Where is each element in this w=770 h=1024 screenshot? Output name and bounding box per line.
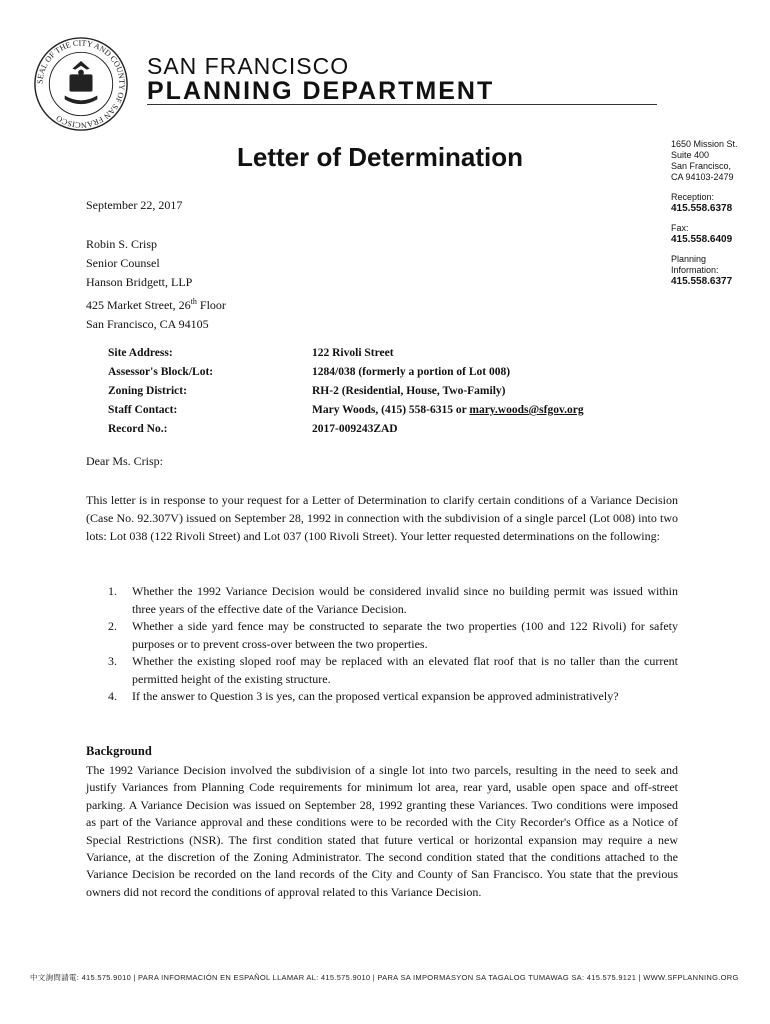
detail-row bbox=[108, 382, 584, 401]
address-line: Suite 400 bbox=[671, 150, 710, 160]
footer-contact-line: 中文詢問請電: 415.575.9010 | PARA INFORMACIÓN EN ESPAÑOL LLAMAR AL: 415.575.9010 | PARA SA IMPORMASYON SA TAGALOG TUMAWAG SA: 415.575.9121 | WWW.SFPLANNING.ORG bbox=[30, 973, 739, 982]
detail-row bbox=[108, 420, 584, 439]
planning-label: Planning bbox=[671, 254, 707, 264]
planning-label: Information: bbox=[671, 265, 719, 275]
question-text: Whether a side yard fence may be constructed to separate the two properties (100 and 122 Rivoli) for safety purposes or to prevent cross-over between the two properties. bbox=[132, 619, 678, 651]
questions-list bbox=[108, 583, 678, 706]
reception-contact bbox=[671, 192, 763, 214]
question-text: Whether the existing sloped roof may be replaced with an elevated flat roof that is no taller than the current permitted height of the existing structure. bbox=[132, 654, 678, 686]
question-item bbox=[108, 583, 678, 618]
zoning-value: RH-2 (Residential, House, Two-Family) bbox=[312, 385, 506, 397]
site-address-label: Site Address: bbox=[108, 347, 173, 359]
letter-date: September 22, 2017 bbox=[86, 198, 183, 212]
office-address bbox=[671, 139, 763, 183]
address-line: CA 94103-2479 bbox=[671, 172, 734, 182]
ordinal-suffix: th bbox=[190, 297, 197, 306]
question-number: 4. bbox=[108, 689, 117, 703]
detail-row bbox=[108, 344, 584, 363]
detail-row bbox=[108, 363, 584, 382]
addressee-block bbox=[86, 235, 226, 334]
addressee-city: San Francisco, CA 94105 bbox=[86, 317, 209, 331]
detail-row bbox=[108, 401, 584, 420]
question-item bbox=[108, 688, 678, 706]
addressee-street: 425 Market Street, 26th Floor bbox=[86, 297, 226, 312]
record-number-label: Record No.: bbox=[108, 423, 168, 435]
question-item bbox=[108, 618, 678, 653]
department-name: PLANNING DEPARTMENT bbox=[147, 77, 495, 105]
background-heading: Background bbox=[86, 744, 152, 758]
question-item bbox=[108, 653, 678, 688]
reception-label: Reception: bbox=[671, 192, 715, 202]
question-number: 3. bbox=[108, 654, 117, 668]
document-title: Letter of Determination bbox=[237, 142, 524, 172]
reception-number: 415.558.6378 bbox=[671, 203, 733, 214]
intro-paragraph: This letter is in response to your request for a Letter of Determination to clarify certain conditions of a Variance Decision (Case No. 92.307V) issued on September 28, 1992 in connection with the subdivision of a single parcel (Lot 008) into two lots: Lot 038 (122 Rivoli Street) and Lot 037 (100 Rivoli Street). Your letter requested determinations on the following: bbox=[86, 493, 678, 543]
question-number: 1. bbox=[108, 584, 117, 598]
salutation: Dear Ms. Crisp: bbox=[86, 454, 163, 468]
zoning-label: Zoning District: bbox=[108, 385, 187, 397]
fax-number: 415.558.6409 bbox=[671, 234, 733, 245]
case-details-table bbox=[108, 344, 584, 439]
question-text: Whether the 1992 Variance Decision would be considered invalid since no building permit was issued within three years of the effective date of the Variance Decision. bbox=[132, 584, 678, 616]
planning-contact bbox=[671, 254, 763, 287]
header-divider bbox=[147, 104, 657, 105]
staff-contact-text: Mary Woods, (415) 558-6315 or bbox=[312, 404, 470, 416]
fax-label: Fax: bbox=[671, 223, 689, 233]
site-address-value: 122 Rivoli Street bbox=[312, 347, 394, 359]
address-line: San Francisco, bbox=[671, 161, 732, 171]
address-line: 1650 Mission St. bbox=[671, 139, 738, 149]
staff-contact-label: Staff Contact: bbox=[108, 404, 178, 416]
question-number: 2. bbox=[108, 619, 117, 633]
staff-email-link[interactable]: mary.woods@sfgov.org bbox=[469, 404, 584, 416]
background-paragraph: The 1992 Variance Decision involved the subdivision of a single lot into two parcels, resulting in the need to seek and justify Variances from Planning Code requirements for minimum lot area, rear yard, usable open space and off-street parking. A Variance Decision was issued on September 28, 1992 granting these Variances. Two conditions were imposed as part of the Variance approval and these conditions were to be recorded with the City Recorder's Office as a Notice of Special Restrictions (NSR). The first condition stated that future vertical or horizontal expansion may require a new Variance, at the discretion of the Zoning Administrator. The second condition stated that the conditions attached to the Variance Decision be recorded on the land records of the City and County of San Francisco. You state that the previous owners did not record the conditions of approval related to this Variance Decision. bbox=[86, 763, 678, 899]
department-city: SAN FRANCISCO bbox=[147, 53, 350, 79]
contact-sidebar bbox=[671, 139, 763, 296]
addressee-firm: Hanson Bridgett, LLP bbox=[86, 275, 193, 289]
record-number-value: 2017-009243ZAD bbox=[312, 423, 398, 435]
block-lot-label: Assessor's Block/Lot: bbox=[108, 366, 214, 378]
seal-text: SEAL OF THE CITY AND COUNTY OF SAN FRANCISCO bbox=[35, 38, 127, 130]
planning-number: 415.558.6377 bbox=[671, 276, 733, 287]
addressee-name: Robin S. Crisp bbox=[86, 237, 158, 251]
staff-contact-value bbox=[312, 401, 584, 420]
city-seal-logo bbox=[33, 36, 129, 132]
block-lot-value: 1284/038 (formerly a portion of Lot 008) bbox=[312, 366, 511, 378]
addressee-title: Senior Counsel bbox=[86, 256, 160, 270]
fax-contact bbox=[671, 223, 763, 245]
question-text: If the answer to Question 3 is yes, can the proposed vertical expansion be approved administratively? bbox=[132, 689, 619, 703]
